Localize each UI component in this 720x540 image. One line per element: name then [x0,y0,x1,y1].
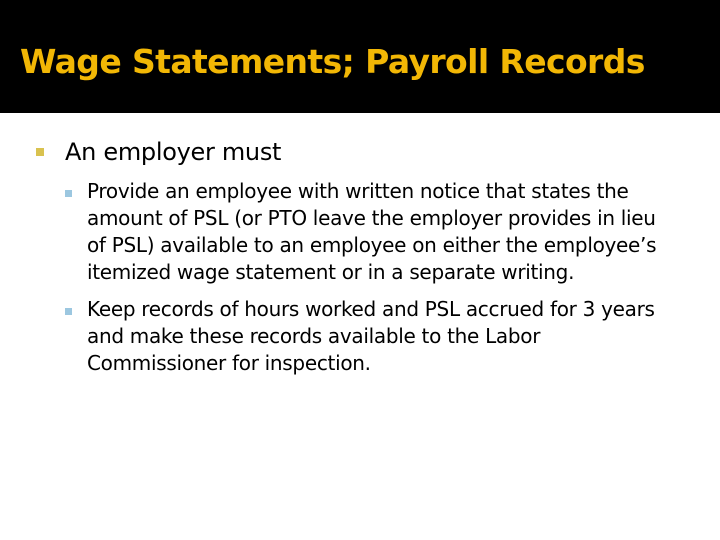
sub-bullet-item [65,178,696,286]
slide-title: Wage Statements; Payroll Records [20,42,645,81]
square-bullet-icon [65,308,72,315]
square-bullet-icon [36,148,44,156]
bullet-text: An employer must [65,138,282,166]
square-bullet-icon [65,190,72,197]
sub-bullet-text: Provide an employee with written notice that states the amount of PSL (or PTO leave the employer provides in lieu of PSL) available to an employee on either the employee’s itemized wage statement or in a separate writing. [87,179,657,284]
sub-bullet-list [65,178,696,377]
bullet-list [36,134,696,387]
sub-bullet-text: Keep records of hours worked and PSL accrued for 3 years and make these records available to the Labor Commissioner for inspection. [87,297,655,375]
title-band [0,0,720,113]
sub-bullet-item [65,296,696,377]
bullet-item [36,134,696,377]
